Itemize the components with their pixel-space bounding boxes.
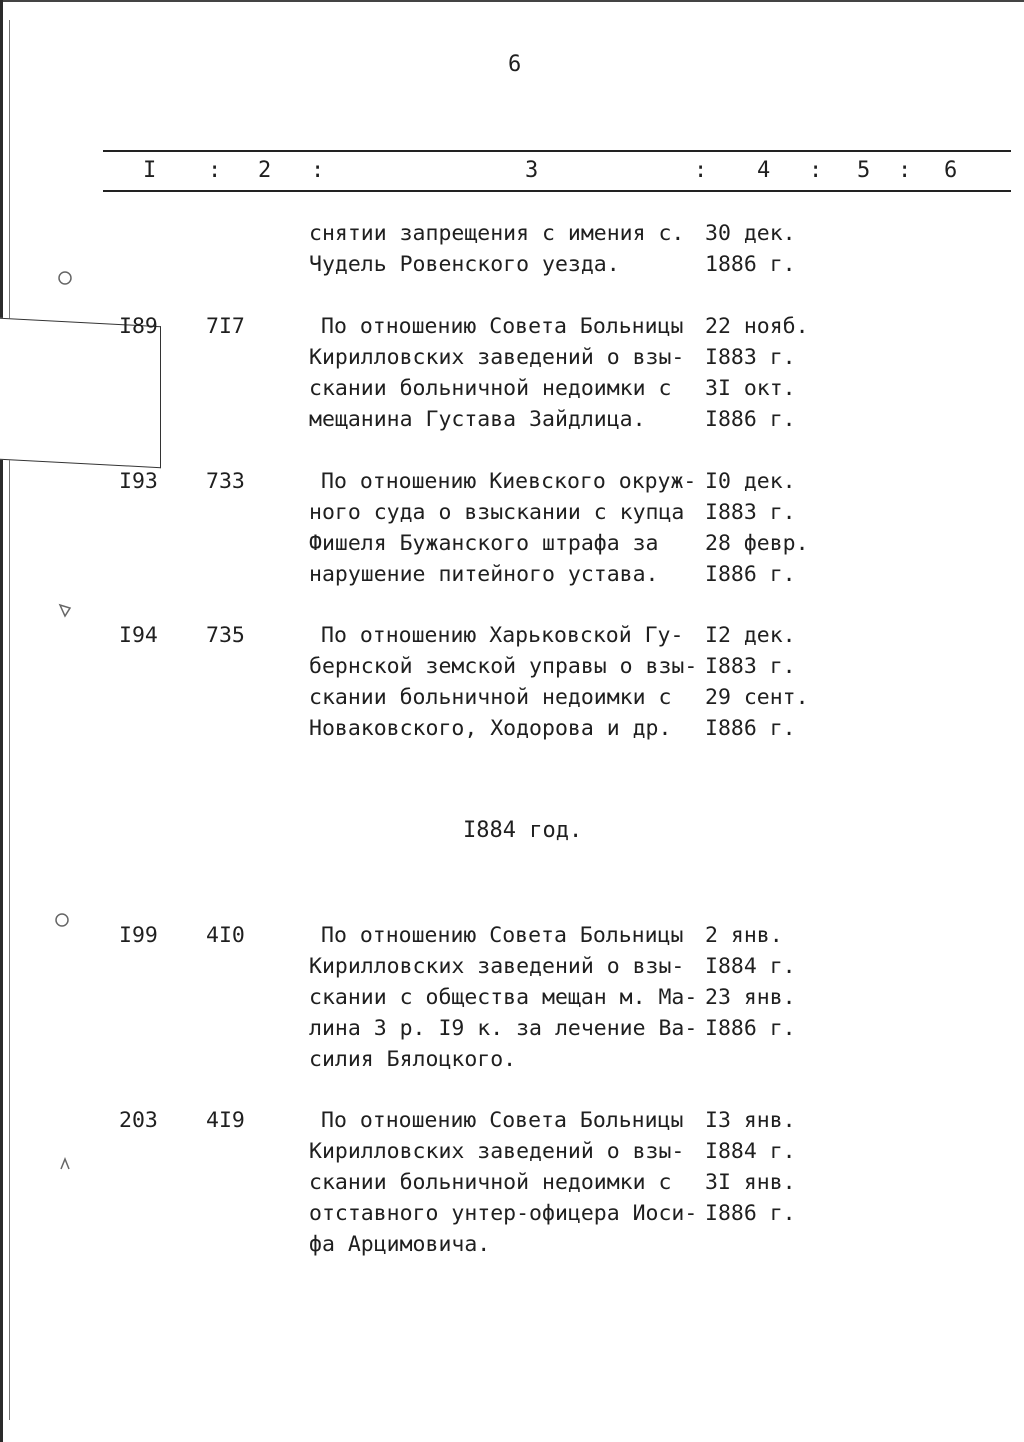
entry-text-line: мещанина Густава Зайдлица. (309, 407, 646, 432)
entry-number: 203 (119, 1108, 158, 1133)
entry-text-line: скании больничной недоимки с (309, 376, 672, 401)
column-separator: : (208, 158, 222, 183)
entry-text-line: Новаковского, Ходорова и др. (309, 716, 672, 741)
entry-date: I883 г. (705, 345, 796, 370)
entry-date: 3I янв. (705, 1170, 796, 1195)
column-header: 2 (258, 158, 272, 183)
entry-text-line: Кирилловских заведений о взы- (309, 1139, 685, 1164)
entry-text-line: По отношению Совета Больницы (321, 1108, 684, 1133)
entry-date: 23 янв. (705, 985, 796, 1010)
entry-number: I99 (119, 923, 158, 948)
entry-text-line: По отношению Совета Больницы (321, 923, 684, 948)
entry-case-number: 7I7 (206, 314, 245, 339)
entry-text-line: отставного унтер-офицера Иоси- (309, 1201, 698, 1226)
entry-text-line: ного суда о взыскании с купца (309, 500, 685, 525)
column-separator: : (809, 158, 823, 183)
entry-text-line: Кирилловских заведений о взы- (309, 954, 685, 979)
entry-number: I89 (119, 314, 158, 339)
entry-text-line: По отношению Совета Больницы (321, 314, 684, 339)
column-header: 6 (944, 158, 958, 183)
entry-text-line: бернской земской управы о взы- (309, 654, 698, 679)
entry-date: I886 г. (705, 1201, 796, 1226)
entry-date: 22 нояб. (705, 314, 809, 339)
page-edge (0, 0, 3, 1442)
entry-case-number: 733 (206, 469, 245, 494)
column-separator: : (311, 158, 325, 183)
entry-text-line: скании больничной недоимки с (309, 1170, 672, 1195)
section-title: I884 год. (463, 818, 583, 843)
entry-date: I0 дек. (705, 469, 796, 494)
entry-text-line: скании с общества мещан м. Ма- (309, 985, 698, 1010)
entry-date: I884 г. (705, 954, 796, 979)
entry-text-line: снятии запрещения с имения с. (309, 221, 685, 246)
entry-text-line: фа Арцимовича. (309, 1232, 491, 1257)
entry-case-number: 4I0 (206, 923, 245, 948)
entry-text-line: нарушение питейного устава. (309, 562, 659, 587)
column-separator: : (898, 158, 912, 183)
entry-date: I2 дек. (705, 623, 796, 648)
column-header: I (143, 158, 157, 183)
entry-date: I884 г. (705, 1139, 796, 1164)
entry-date: 1886 г. (705, 252, 796, 277)
entry-text-line: скании больничной недоимки с (309, 685, 672, 710)
entry-text-line: Чудель Ровенского уезда. (309, 252, 620, 277)
entry-number: I93 (119, 469, 158, 494)
entry-text-line: лина 3 р. I9 к. за лечение Ва- (309, 1016, 698, 1041)
entry-case-number: 735 (206, 623, 245, 648)
entry-text-line: силия Бялоцкого. (309, 1047, 517, 1072)
entry-date: I883 г. (705, 654, 796, 679)
entry-date: I883 г. (705, 500, 796, 525)
entry-text-line: Фишеля Бужанского штрафа за (309, 531, 659, 556)
header-rule (103, 150, 1011, 152)
header-rule (103, 190, 1011, 192)
entry-text-line: По отношению Киевского окруж- (321, 469, 697, 494)
binding-hole-mark (55, 1155, 75, 1175)
entry-number: I94 (119, 623, 158, 648)
column-header: 4 (757, 158, 771, 183)
binding-hole-mark (52, 910, 72, 930)
entry-date: I886 г. (705, 562, 796, 587)
entry-case-number: 4I9 (206, 1108, 245, 1133)
entry-text-line: По отношению Харьковской Гу- (321, 623, 684, 648)
entry-date: 29 сент. (705, 685, 809, 710)
binding-hole-mark (55, 268, 75, 288)
entry-text-line: Кирилловских заведений о взы- (309, 345, 685, 370)
entry-date: I3 янв. (705, 1108, 796, 1133)
entry-date: 3I окт. (705, 376, 796, 401)
entry-date: I886 г. (705, 716, 796, 741)
page-edge (0, 0, 1024, 2)
column-header: 5 (857, 158, 871, 183)
entry-date: 28 февр. (705, 531, 809, 556)
entry-date: 2 янв. (705, 923, 783, 948)
entry-date: 30 дек. (705, 221, 796, 246)
binding-hole-mark (55, 600, 75, 620)
page-edge (9, 20, 10, 1420)
entry-date: I886 г. (705, 407, 796, 432)
column-header: 3 (525, 158, 539, 183)
column-separator: : (694, 158, 708, 183)
page-number: 6 (508, 52, 522, 77)
entry-date: I886 г. (705, 1016, 796, 1041)
